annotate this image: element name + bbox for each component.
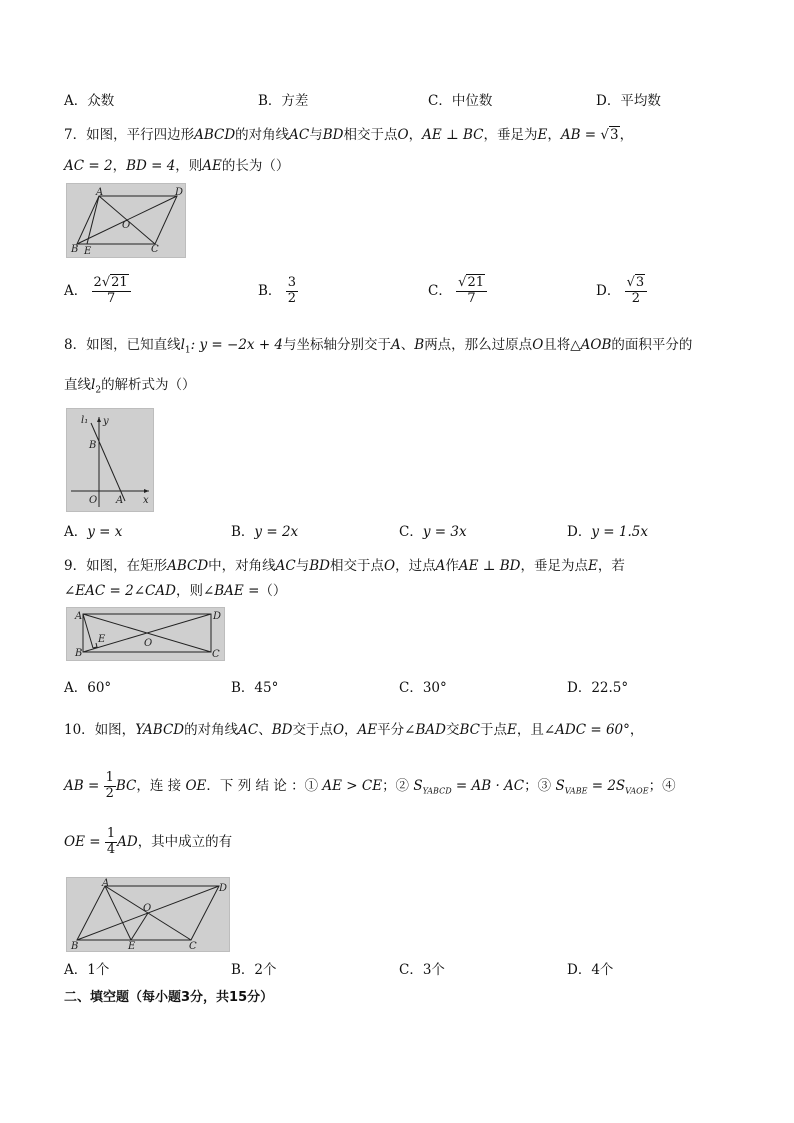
q10-stem-line2: AB = $\frac{1}{2}$ BC，连 接 OE．下 列 结 论 ：① AE > CE；② $S_{YABCD}$ = AB · AC；③ $S_{VABE} = 2S_{VAOE}$；④ <box>64 770 676 801</box>
q10-fig-label-b: B <box>71 941 79 951</box>
q10-option-a: A．1个 <box>64 962 110 978</box>
q6-option-d: D．平均数 <box>596 93 661 109</box>
q10-option-c: C．3个 <box>399 962 445 978</box>
q10-figure-parallelogram <box>66 877 230 952</box>
q9-fig-label-o: O <box>144 638 153 649</box>
q9-fig-label-a: A <box>75 611 83 622</box>
q8-option-c: C．y = 3x <box>399 524 467 540</box>
q8-option-a: A．y = x <box>64 524 123 540</box>
q8-fig-label-a: A <box>116 495 124 506</box>
q7-option-b: B． $\frac{3}{2}$ <box>258 275 296 306</box>
q10-stem-line1: 10．如图，YABCD的对角线AC、BD交于点O，AE平分∠BAD交BC于点E，且∠ADC = 60°， <box>64 722 644 738</box>
q6-option-b: B．方差 <box>258 93 309 109</box>
q10-fig-label-c: C <box>189 941 197 951</box>
q10-option-b: B．2个 <box>231 962 277 978</box>
q8-option-b: B．y = 2x <box>231 524 299 540</box>
section-heading-fill-blank: 二、填空题（每小题3分，共15分） <box>64 990 274 1005</box>
q7-fig-label-o: O <box>122 220 131 231</box>
q9-option-c: C．30° <box>399 680 447 696</box>
q10-stem-line3: OE = $\frac{1}{4}$ AD，其中成立的有 <box>64 826 233 857</box>
q8-fig-label-l1: l₁ <box>81 415 89 426</box>
q7-fig-label-c: C <box>151 244 159 255</box>
q9-fig-label-b: B <box>75 648 83 659</box>
q9-fig-label-c: C <box>212 649 220 660</box>
q7-option-c: C． $\frac{√21}{7}$ <box>428 276 487 307</box>
q8-fig-label-b: B <box>89 440 97 451</box>
q7-fig-label-a: A <box>96 187 104 198</box>
q7-option-d: D． $\frac{√3}{2}$ <box>596 276 647 307</box>
q6-option-c: C．中位数 <box>428 93 493 109</box>
q9-figure-rectangle <box>66 607 225 661</box>
q7-fig-label-e: E <box>84 246 92 257</box>
q8-option-d: D．y = 1.5x <box>567 524 648 540</box>
q10-fig-label-a: A <box>102 878 110 889</box>
q9-stem-line1: 9．如图，在矩形ABCD中，对角线AC与BD相交于点O，过点A作AE ⊥ BD，垂足为点E，若 <box>64 558 625 574</box>
q8-figure-axes <box>66 408 154 512</box>
q9-option-b: B．45° <box>231 680 279 696</box>
q7-stem-line2: AC = 2，BD = 4，则AE的长为（） <box>64 158 290 174</box>
q7-fig-label-b: B <box>71 244 79 255</box>
q10-fig-label-o: O <box>143 903 152 914</box>
q7-option-a: A． $\frac{2√21}{7}$ <box>64 276 131 307</box>
q8-stem-line2: 直线$l_2$的解析式为（） <box>64 377 196 396</box>
q8-stem-line1: 8．如图，已知直线$l_1$: y = −2x + 4与坐标轴分别交于A、B两点，那么过原点O且将△AOB的面积平分的 <box>64 337 693 356</box>
q9-fig-label-e: E <box>98 634 106 645</box>
q10-fig-label-d: D <box>219 883 228 894</box>
q8-fig-label-x: x <box>143 495 149 506</box>
q7-figure-parallelogram <box>66 183 186 258</box>
q8-fig-label-o: O <box>89 495 98 506</box>
q6-option-a: A．众数 <box>64 93 115 109</box>
q8-fig-label-y: y <box>103 416 109 427</box>
q9-option-a: A．60° <box>64 680 112 696</box>
q9-fig-label-d: D <box>213 611 222 622</box>
q10-option-d: D．4个 <box>567 962 614 978</box>
q10-fig-label-e: E <box>128 941 136 951</box>
q9-option-d: D．22.5° <box>567 680 629 696</box>
q7-fig-label-d: D <box>175 187 184 198</box>
q9-stem-line2: ∠EAC = 2∠CAD，则∠BAE =（） <box>64 583 287 599</box>
q7-stem-line1: 7．如图，平行四边形ABCD的对角线AC与BD相交于点O，AE ⊥ BC，垂足为E，AB = √3， <box>64 127 634 143</box>
